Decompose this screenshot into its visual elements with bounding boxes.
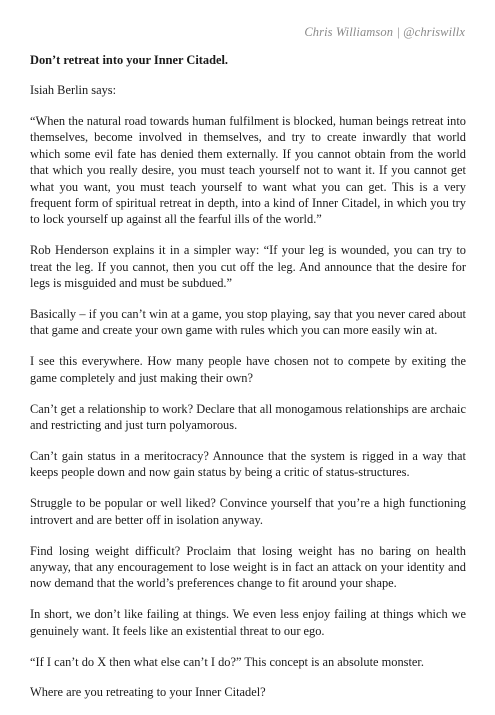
paragraph-intro: Isiah Berlin says:: [30, 83, 117, 97]
paragraph-relationship: Can’t get a relationship to work? Declare that all monogamous relationships are archaic and restricting and just turn polyamorous.: [30, 401, 466, 432]
paragraph-in-short: In short, we don’t like failing at things. We even less enjoy failing at things which we genuinely want. It feels like an existential threat to our ego.: [30, 607, 466, 638]
paragraph-everywhere: I see this everywhere. How many people have chosen not to compete by exiting the game completely and just making their own?: [30, 354, 466, 385]
author-byline: Chris Williamson | @chriswillx: [304, 25, 465, 39]
paragraph-monster: “If I can’t do X then what else can’t I do?” This concept is an absolute monster.: [30, 654, 424, 669]
paragraph-popular: Struggle to be popular or well liked? Convince yourself that you’re a high functioning introvert and are better off in isolation anyway.: [30, 496, 466, 527]
paragraph-basically: Basically – if you can’t win at a game, you stop playing, say that you never cared about that game and create your own game with rules which you can more easily win at.: [30, 306, 466, 338]
paragraph-closing-question: Where are you retreating to your Inner Citadel?: [30, 685, 266, 700]
paragraph-berlin-quote: “When the natural road towards human fulfilment is blocked, human beings retreat into themselves, become involved in themselves, and try to create inwardly that world which some evil fate has denied them externally. If you cannot obtain from the world that which you really desire, you must teach yourself not to want it. If you cannot get what you want, you must teach yourself to want what you can get. This is a very frequent form of spiritual retreat in depth, into a kind of Inner Citadel, in which you try to lock yourself up against all the fearful ills of the world.”: [30, 113, 466, 227]
article-title: Don’t retreat into your Inner Citadel.: [30, 53, 229, 67]
paragraph-henderson-quote: Rob Henderson explains it in a simpler way: “If your leg is wounded, you can try to treat the leg. If you cannot, then you cut off the leg. And announce that the desire for legs is misguided and must be subdued.”: [30, 243, 466, 291]
article-body: [30, 52, 466, 715]
paragraph-status: Can’t gain status in a meritocracy? Announce that the system is rigged in a way that keeps people down and now gain status by being a critic of status-structures.: [30, 448, 466, 480]
paragraph-weight: Find losing weight difficult? Proclaim that losing weight has no baring on health anyway, that any encouragement to lose weight is in fact an attack on your identity and now demand that the world’s preferences change to fit around your shape.: [30, 543, 466, 591]
